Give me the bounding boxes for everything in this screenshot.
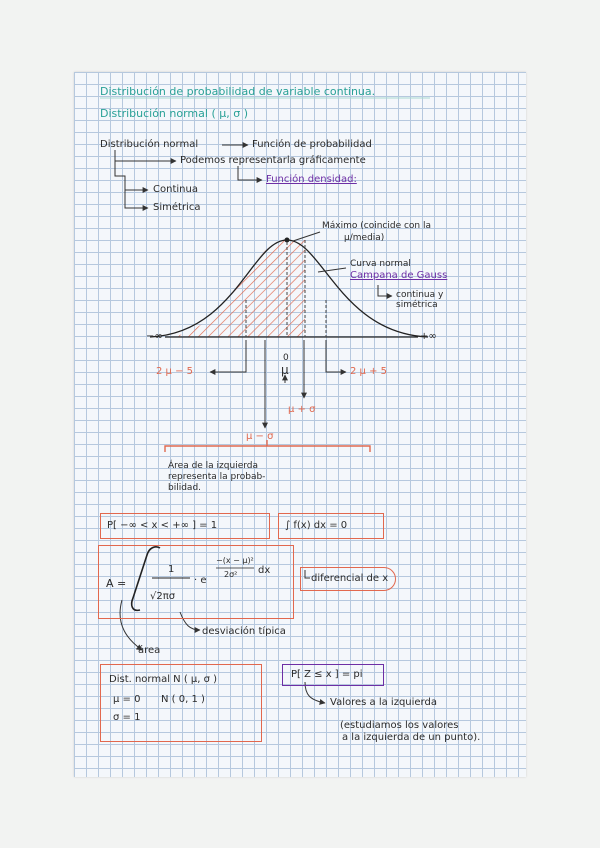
cont-sym-2: simétrica — [396, 300, 438, 310]
neg-infinity: −∞ — [146, 331, 163, 342]
area-label: área — [138, 645, 161, 656]
exp-numerator: −(x − μ)² — [216, 556, 254, 565]
tree-simetrica: Simétrica — [153, 202, 201, 213]
mu-minus-sigma: μ − σ — [246, 431, 274, 442]
dist-line-3: σ = 1 — [113, 712, 141, 723]
left-note-1: Valores a la izquierda — [330, 697, 437, 708]
total-probability-box — [100, 513, 270, 539]
dx-text: dx — [258, 565, 271, 576]
max-label-2: μ/media) — [344, 233, 385, 243]
tree-continua: Continua — [153, 184, 198, 195]
mu-label: μ — [281, 363, 289, 377]
differential-label: diferencial de x — [311, 573, 389, 584]
dist-n01: N ( 0, 1 ) — [161, 694, 205, 705]
p-box-text: P[ Z ≤ x ] = pi — [291, 669, 363, 680]
curve-label-2: Campana de Gauss — [350, 270, 448, 281]
zero-label: 0 — [283, 353, 289, 363]
mu-plus-sigma: μ + σ — [288, 404, 316, 415]
right-bound: 2 μ + 5 — [350, 366, 388, 377]
hatched-area — [170, 240, 305, 337]
symmetric-arrow — [378, 285, 392, 296]
page-subtitle: Distribución normal ( μ, σ ) — [100, 107, 248, 120]
axis-arrows — [210, 340, 346, 428]
a-equals: A = — [106, 577, 127, 590]
integral-box — [278, 513, 384, 539]
p-box — [282, 664, 384, 686]
left-note-3: a la izquierda de un punto). — [342, 732, 481, 743]
integral-text: ∫ f(x) dx = 0 — [285, 520, 348, 531]
max-pointer — [293, 232, 320, 241]
dist-line-1: Dist. normal N ( μ, σ ) — [109, 674, 218, 685]
area-note-1: Área de la izquierda — [168, 461, 259, 471]
dist-line-2: μ = 0 — [113, 694, 141, 705]
tree-function: Función de probabilidad — [252, 139, 372, 150]
curve-label-1: Curva normal — [350, 259, 411, 269]
left-bound: 2 μ − 5 — [156, 366, 194, 377]
tree-density: Función densidad: — [266, 174, 357, 185]
page-title: Distribución de probabilidad de variable continua. — [100, 85, 376, 98]
area-note-2: representa la probab- — [168, 472, 266, 482]
sqrt-denominator: √2πσ — [150, 591, 176, 602]
left-note-2: (estudiamos los valores — [340, 720, 459, 731]
cont-sym-1: continua y — [396, 290, 444, 300]
tree-root: Distribución normal — [100, 139, 199, 150]
deviation-label: desviación típica — [202, 626, 286, 637]
max-point — [285, 238, 290, 243]
max-label-1: Máximo (coincide con la — [322, 221, 432, 231]
pos-infinity: +∞ — [420, 331, 437, 342]
dot-e: · e — [194, 575, 207, 586]
area-note-3: bilidad. — [168, 483, 202, 493]
differential-box — [300, 567, 396, 591]
total-probability-text: P[ −∞ < x < +∞ ] = 1 — [107, 520, 218, 531]
numerator-one: 1 — [168, 564, 175, 575]
exp-denominator: 2σ² — [224, 570, 238, 579]
tree-represent: Podemos representarla gráficamente — [180, 155, 366, 166]
dist-normal-box — [100, 664, 262, 742]
